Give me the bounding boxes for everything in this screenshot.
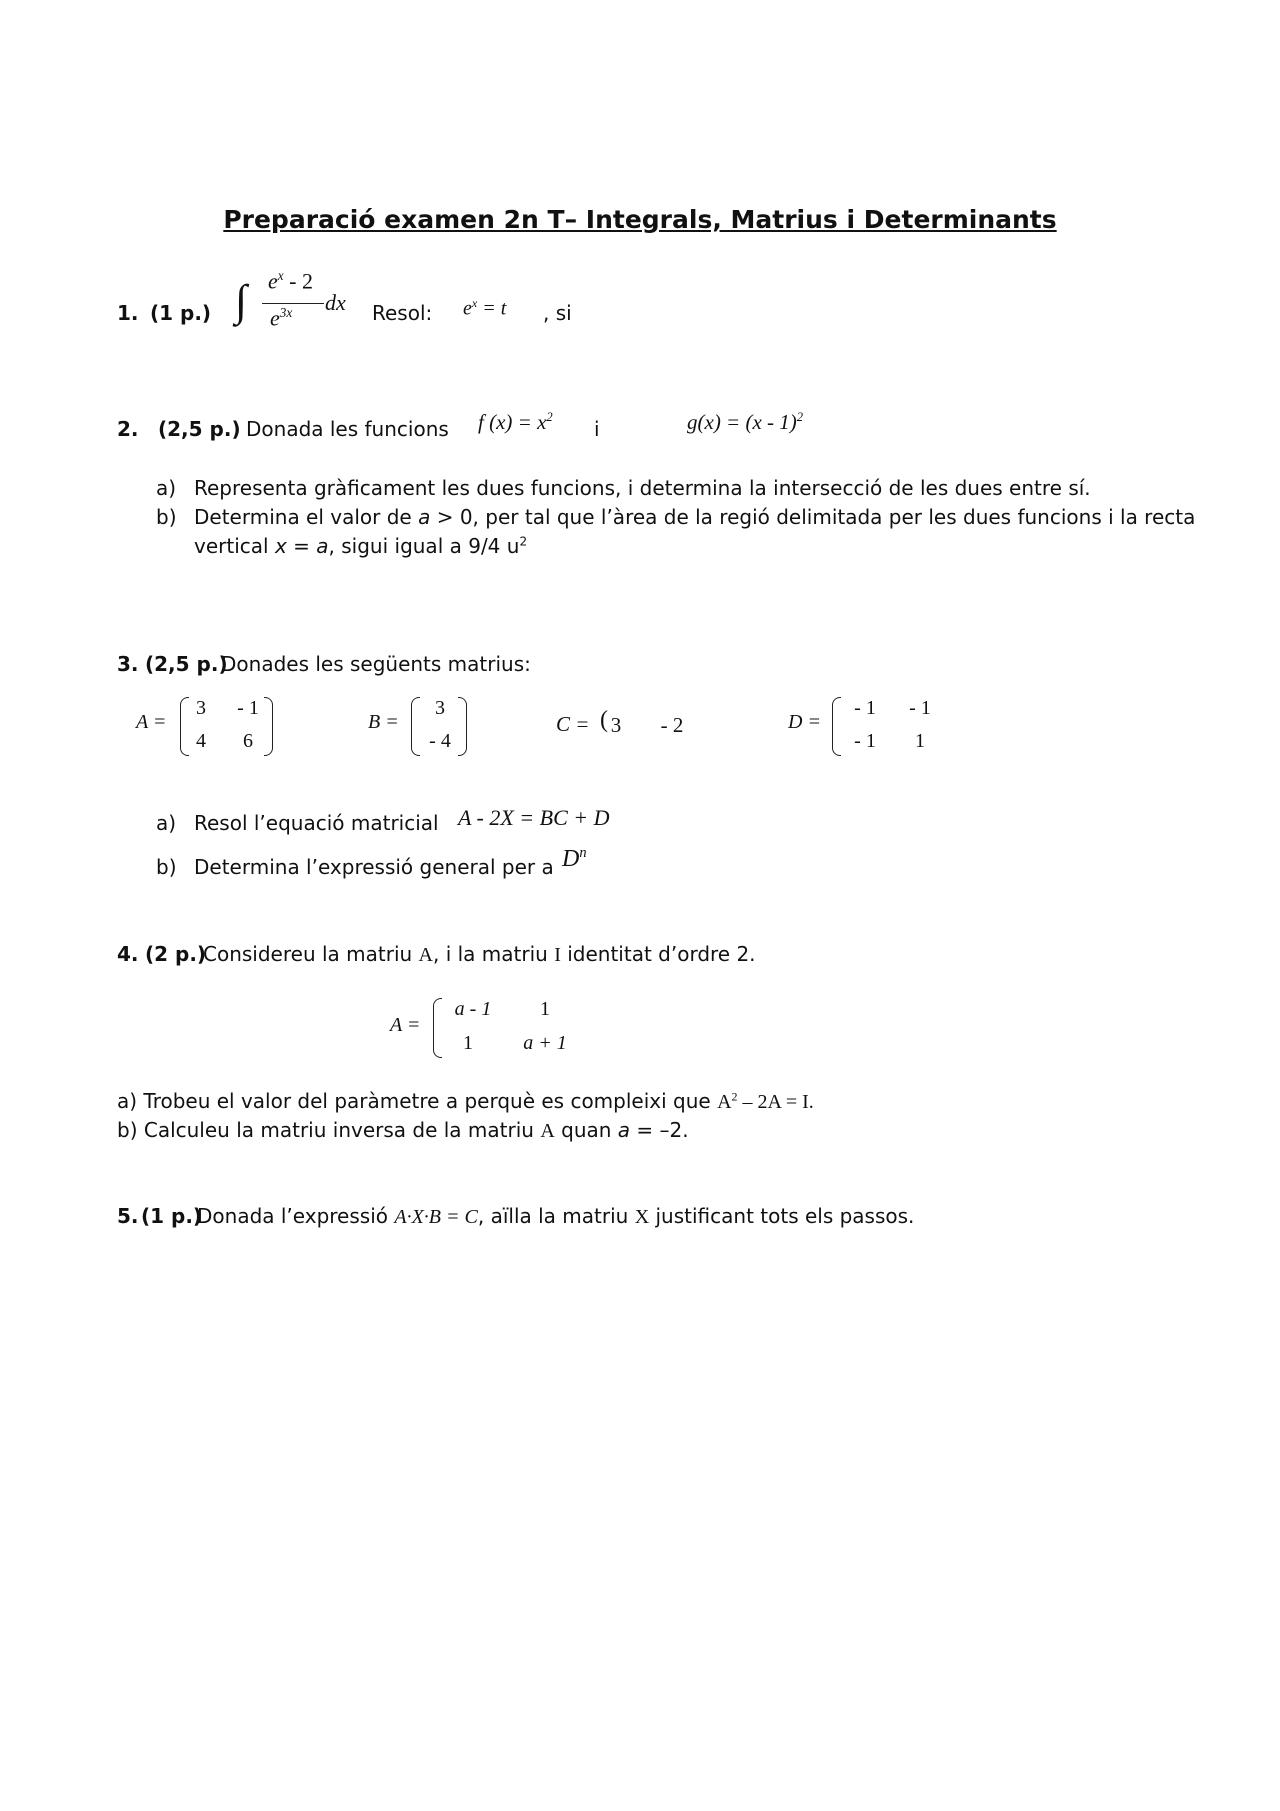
q5-points: (1 p.) [141,1204,203,1228]
q1-substitution: $e^x = t$ [463,296,507,320]
matrix-b-left-paren [411,697,420,756]
matrix-a-cell: - 1 [237,697,259,719]
q1-number: 1. [117,301,139,325]
q3-number: 3. [117,652,139,676]
q1-denominator: $e^{3x}$ [270,305,293,331]
q5-number: 5. [117,1204,139,1228]
q3-points: (2,5 p.) [145,652,228,676]
q4-a-text: a) Trobeu el valor del paràmetre a perquè es compleixi que $A^2 - 2A = I$. [117,1089,814,1113]
q2-function-g: g(x) = (x - 1)$^2$ [687,410,804,434]
q1-numerator: $e^x - 2$ [268,268,313,294]
matrix-d-left-paren [832,697,841,756]
matrix-a-parametric-cell: a - 1 [454,998,492,1020]
matrix-a-parametric-left-paren [433,998,442,1058]
integral-sign: ∫ [235,276,248,325]
q2-function-f: f $(x) = x^2$ [478,410,553,434]
matrix-a-right-paren [264,697,273,756]
q2-number: 2. [117,417,139,441]
q2-a-text: Representa gràficament les dues funcions, i determina la intersecció de les dues entre sí. [194,476,1091,500]
matrix-d-cell: - 1 [854,697,876,719]
q1-si: , si [543,301,572,325]
matrix-a-label: A = [136,711,167,733]
q1-points: (1 p.) [150,301,212,325]
matrix-d-cell: - 1 [909,697,931,719]
q4-points: (2 p.) [145,942,207,966]
q3-intro: Donades les següents matrius: [221,652,531,676]
matrix-c-label: C = [556,712,590,736]
q2-and: i [594,417,600,441]
matrix-a-parametric-cell: a + 1 [523,1032,567,1054]
matrix-a-cell: 4 [196,730,206,752]
matrix-a-parametric-cell: 1 [463,1032,473,1054]
q4-number: 4. [117,942,139,966]
q4-intro: Considereu la matriu A, i la matriu I identitat d’ordre 2. [203,942,756,966]
matrix-a-parametric-cell: 1 [540,998,550,1020]
matrix-a-cell: 6 [243,730,253,752]
matrix-b-cell: 3 [435,697,445,719]
matrix-a-parametric-label: A = [390,1014,421,1036]
q3-a-label: a) [156,811,177,835]
q2-points: (2,5 p.) [158,417,241,441]
q1-dx: dx [325,290,346,315]
q3-b-power: $D^n$ [562,845,587,872]
q2-b-text-line2: vertical x = a, sigui igual a 9/4 $u^2$ [194,534,528,558]
page-title: Preparació examen 2n T– Integrals, Matrius i Determinants [223,205,1057,234]
matrix-d-cell: 1 [915,730,925,752]
q3-a-text: Resol l’equació matricial [194,811,439,835]
q1-fraction-bar [262,303,324,304]
q2-b-label: b) [156,505,177,529]
q3-a-equation: A - 2X = BC + D [458,805,610,830]
matrix-d-cell: - 1 [854,730,876,752]
matrix-b-label: B = [368,711,399,733]
q5-text: Donada l’expressió A·X·B = C, aïlla la matriu X justificant tots els passos. [197,1204,915,1228]
matrix-a-cell: 3 [196,697,206,719]
q2-intro: Donada les funcions [246,417,449,441]
q1-resol: Resol: [372,301,433,325]
q2-a-label: a) [156,476,177,500]
matrix-b-right-paren [458,697,467,756]
matrix-b-cell: - 4 [429,730,451,752]
q3-b-text: Determina l’expressió general per a [194,855,554,879]
matrix-c-cell: 3 [610,713,622,737]
q3-b-label: b) [156,855,177,879]
matrix-c-cell: - 2 [660,713,684,737]
matrix-d-label: D = [788,711,821,733]
q2-b-text: Determina el valor de a > 0, per tal que l’àrea de la regió delimitada per les dues funcions i la recta [194,505,1196,529]
matrix-c-left-paren: ( [600,707,608,733]
q4-b-text: b) Calculeu la matriu inversa de la matriu A quan a = –2. [117,1118,689,1142]
